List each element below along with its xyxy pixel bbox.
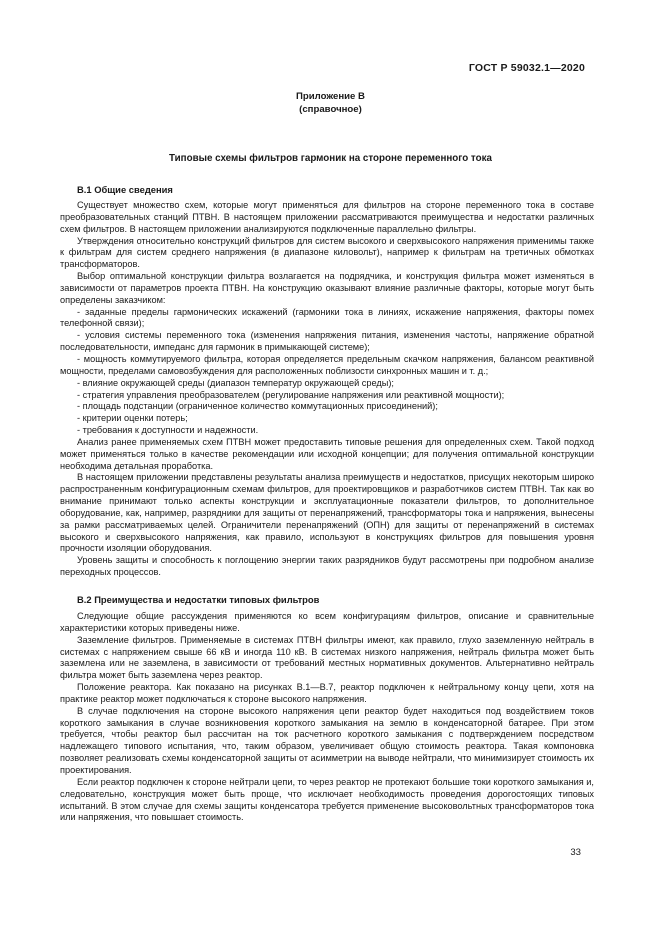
paragraph: Если реактор подключен к стороне нейтрали цепи, то через реактор не протекают большие токи короткого замыкания и, следовательно, конструкция может быть проще, что исключает необходимость проведения дорогостоящих типовых испытаний. В этом случае для схемы защиты конденсатора требуется применение высоковольтных трансформаторов тока или напряжения, что повышает стоимость. <box>60 776 594 823</box>
paragraph: Утверждения относительно конструкций фильтров для систем высокого и сверхвысокого напряжения применимы также к фильтрам для систем среднего напряжения (в диапазоне киловольт), например к фильтрам на третичных обмотках трансформаторов. <box>60 235 594 270</box>
paragraph: Следующие общие рассуждения применяются ко всем конфигурациям фильтров, описание и сравнительные характеристики которых приведены ниже. <box>60 611 594 633</box>
list-item: - мощность коммутируемого фильтра, которая определяется предельным скачком напряжения, балансом реактивной мощности, пределами самовозбуждения для расположенных поблизости синхронных машин и т. д.; <box>60 353 594 376</box>
paragraph: Выбор оптимальной конструкции фильтра возлагается на подрядчика, и конструкция фильтра может изменяться в зависимости от параметров проекта ПТВН. На конструкцию оказывают влияние различные факторы, которые могут быть определены заказчиком: <box>60 271 594 305</box>
list-item: - критерии оценки потерь; <box>77 413 188 424</box>
paragraph: В настоящем приложении представлены результаты анализа преимуществ и недостатков, присущих некоторым широко распространенным конфигурационным схемам фильтров, для проектировщиков и разработчиков систем ПТВН. Так как во внимание принимают только аспекты конструкции и эксплуатационные показатели фильтров, то дополнительное оборудование, как, например, разрядники для защиты от перенапряжений, трансформаторы тока и напряжения, вынесены за рамки рассматриваемых целей. Ограничители перенапряжений (ОПН) для защиты от перенапряжений в системах высокого и сверхвысокого напряжения, как правило, используют в конструкциях фильтров для повышения уровня прочности изоляции оборудования. <box>60 472 594 554</box>
paragraph: Анализ ранее применяемых схем ПТВН может предоставить типовые решения для определенных схем. Такой подход может применяться только в качестве рекомендации или исходной концепции; для получения оптимальной конструкции необходима детальная проработка. <box>60 436 594 471</box>
appendix-note: (справочное) <box>299 104 362 115</box>
section-heading-b1: В.1 Общие сведения <box>77 184 173 195</box>
page-number: 33 <box>570 847 581 858</box>
standard-header: ГОСТ Р 59032.1—2020 <box>468 62 585 74</box>
list-item: - площадь подстанции (ограниченное количество коммутационных присоединений); <box>77 401 438 412</box>
paragraph: В случае подключения на стороне высокого напряжения цепи реактор будет находиться под воздействием токов короткого замыкания в случае возникновения короткого замыкания на землю в конденсаторной батарее. При этом требуется, чтобы реактор был рассчитан на ток расчетного короткого замыкания с подтверждением посредством надлежащего типового испытания, что, таким образом, увеличивает общую стоимость реактора. Такая компоновка позволяет реализовать схемы конденсаторной защиты от асимметрии на выводе нейтрали, что минимизирует стоимость их проектирования. <box>60 705 594 775</box>
list-item: - заданные пределы гармонических искажений (гармоники тока в линиях, искажение напряжения, факторы помех телефонной связи); <box>60 306 594 329</box>
paragraph: Уровень защиты и способность к поглощению энергии таких разрядников будут рассмотрены при подробном анализе переходных процессов. <box>60 555 594 578</box>
list-item: - влияние окружающей среды (диапазон температур окружающей среды); <box>77 377 394 388</box>
list-item: - стратегия управления преобразователем (регулирование напряжения или реактивной мощности); <box>77 389 505 400</box>
list-item: - требования к доступности и надежности. <box>77 425 259 436</box>
section-body-b2 <box>60 611 594 824</box>
paragraph: Положение реактора. Как показано на рисунках В.1—В.7, реактор подключен к нейтральному концу цепи, хотя на практике реактор может подключаться к стороне высокого напряжения. <box>60 682 594 704</box>
document-title: Типовые схемы фильтров гармоник на стороне переменного тока <box>169 153 492 164</box>
paragraph: Заземление фильтров. Применяемые в системах ПТВН фильтры имеют, как правило, глухо заземленную нейтраль в системах с напряжением свыше 66 кВ и иногда 110 кВ. В системах низкого напряжения, нейтраль фильтра может быть заземлена или не заземлена, в зависимости от требований местных нормативных документов. Альтернативно нейтраль фильтра может быть заземлена через реактор. <box>60 634 594 681</box>
section-body-b1 <box>60 200 594 579</box>
appendix-title: Приложение В <box>296 91 365 102</box>
section-heading-b2: В.2 Преимущества и недостатки типовых фильтров <box>77 594 320 605</box>
list-item: - условия системы переменного тока (изменения напряжения питания, изменения частоты, напряжение обратной последовательности, импеданс для гармоник в примыкающей системе); <box>60 330 594 353</box>
paragraph: Существует множество схем, которые могут применяться для фильтров на стороне переменного тока в составе преобразовательных станций ПТВН. В настоящем приложении рассматриваются преимущества и недостатки различных схем фильтров. В настоящем приложении анализируются подключенные параллельно фильтры. <box>60 200 594 234</box>
